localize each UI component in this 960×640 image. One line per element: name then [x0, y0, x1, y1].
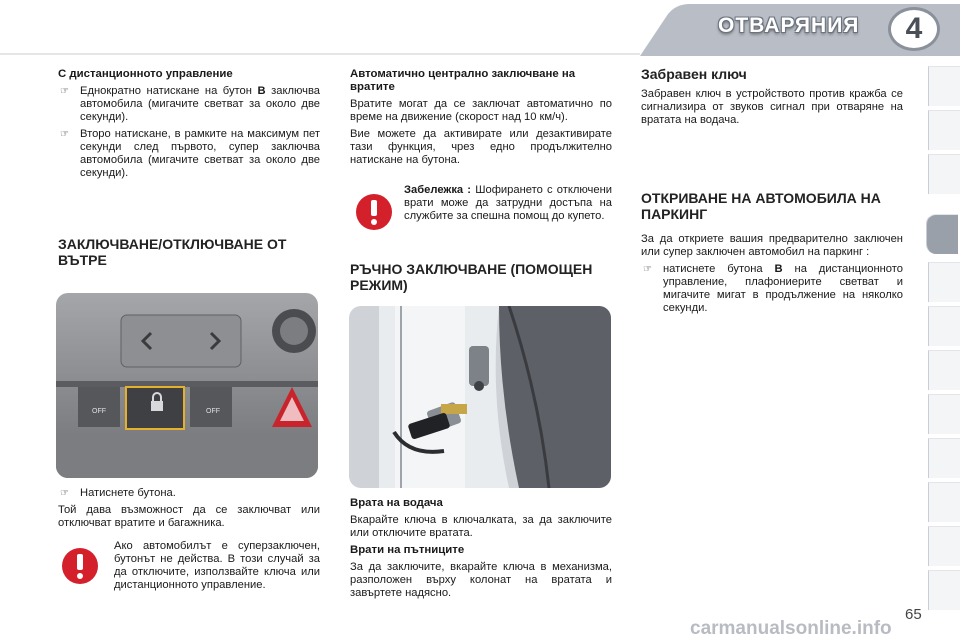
- column-1: [58, 68, 320, 184]
- double-press-text: Второ натискане, в рамките на максимум пет секунди след първото, супер заключва автомобила (мигачите светват за около две секунди).: [80, 128, 320, 179]
- driver-door-heading: Врата на водача: [350, 497, 443, 509]
- passenger-doors-heading: Врати на пътниците: [350, 544, 465, 556]
- bullet-arrow-icon: ☞: [60, 129, 69, 140]
- chapter-tab-10[interactable]: [928, 482, 960, 522]
- note-text: Шофирането с отключени врати може да затрудни достъпа на службите за спешна помощ до купето.: [404, 184, 613, 222]
- find-car-press-text: натиснете бутона: [663, 263, 763, 275]
- press-button-text: Натиснете бутона.: [80, 487, 176, 499]
- driver-door-text: Вкарайте ключа в ключалката, за да заключите или отключите вратата.: [350, 514, 612, 539]
- photo-off-label-right: OFF: [206, 408, 220, 415]
- note-label: Забележка :: [404, 184, 472, 196]
- bullet-double-press: [58, 128, 320, 180]
- chapter-tab-12[interactable]: [928, 570, 960, 610]
- find-car-text: За да откриете вашия предварително заключен или супер заключен автомобил на паркинг :: [641, 233, 903, 258]
- bullet-arrow-icon: ☞: [60, 86, 69, 97]
- column-2-bottom: [350, 497, 612, 604]
- find-car-rest: на дистанционното управление, плафониерите светват и мигачите мигат в продължение на няколко секунди.: [663, 263, 904, 314]
- chapter-tab-4-active[interactable]: [926, 214, 958, 254]
- central-lock-button-photo: [56, 293, 318, 478]
- auto-lock-text-2: Вие можете да активирате или дезактивирате тази функция, чрез едно продължително натискане на бутона.: [350, 128, 612, 166]
- chapter-tab-1[interactable]: [928, 66, 960, 106]
- single-press-rest: заключва автомобила (мигачите светват за около две секунди).: [80, 85, 321, 123]
- find-car-title: ОТКРИВАНЕ НА АВТОМОБИЛА НА ПАРКИНГ: [641, 190, 881, 222]
- chapter-tab-6[interactable]: [928, 306, 960, 346]
- auto-lock-heading: Автоматично централно заключване на вратите: [350, 68, 576, 93]
- button-b-label: B: [257, 85, 266, 97]
- auto-lock-text-1: Вратите могат да се заключат автоматично по време на движение (скорост над 10 км/ч).: [350, 98, 612, 123]
- button-function-text: Той дава възможност да се заключват или отключват вратите и багажника.: [58, 504, 320, 529]
- bullet-find-car: [641, 263, 903, 315]
- chapter-badge: [888, 7, 940, 51]
- bullet-press-button: [58, 487, 320, 500]
- superlock-warning-text: Ако автомобилът е суперзаключен, бутонът не действа. В този случай за да отключите, използвайте ключа или дистанционното управление.: [114, 540, 320, 591]
- chapter-tab-3[interactable]: [928, 154, 960, 194]
- forgotten-key-title: Забравен ключ: [641, 66, 747, 82]
- lock-unlock-inside-title: ЗАКЛЮЧВАНЕ/ОТКЛЮЧВАНЕ ОТ ВЪТРЕ: [58, 236, 287, 268]
- bullet-arrow-icon: ☞: [643, 264, 652, 275]
- chapter-tab-9[interactable]: [928, 438, 960, 478]
- chapter-number: 4: [905, 12, 923, 45]
- column-1-bottom: [58, 487, 320, 534]
- chapter-tab-7[interactable]: [928, 350, 960, 390]
- chapter-tab-5[interactable]: [928, 262, 960, 302]
- bullet-single-press: [58, 85, 320, 124]
- warning-icon: [60, 546, 100, 586]
- warning-icon: [354, 192, 394, 232]
- column-3: [641, 66, 903, 131]
- button-b-label: B: [774, 263, 783, 275]
- note-block: [404, 184, 612, 223]
- photo-off-label-left: OFF: [92, 408, 106, 415]
- door-lock-photo: [349, 306, 611, 488]
- remote-control-heading: С дистанционното управление: [58, 68, 233, 80]
- bullet-arrow-icon: ☞: [60, 488, 69, 499]
- column-2: [350, 68, 612, 171]
- chapter-tabs: [928, 66, 960, 626]
- column-3-bottom: [641, 233, 903, 319]
- page-number: 65: [905, 606, 922, 623]
- chapter-tab-11[interactable]: [928, 526, 960, 566]
- watermark: carmanualsonline.info: [690, 618, 892, 639]
- chapter-tab-2[interactable]: [928, 110, 960, 150]
- forgotten-key-text: Забравен ключ в устройството против кражба се сигнализира от звуков сигнал при отваряне на вратата на водача.: [641, 88, 903, 126]
- chapter-tab-8[interactable]: [928, 394, 960, 434]
- chapter-title: ОТВАРЯНИЯ: [718, 14, 860, 37]
- single-press-text: Еднократно натискане на бутон: [80, 85, 252, 97]
- passenger-doors-text: За да заключите, вкарайте ключа в механизма, разположен върху колонат на вратата и завъртете надясно.: [350, 561, 612, 599]
- manual-lock-title: РЪЧНО ЗАКЛЮЧВАНЕ (ПОМОЩЕН РЕЖИМ): [350, 261, 593, 293]
